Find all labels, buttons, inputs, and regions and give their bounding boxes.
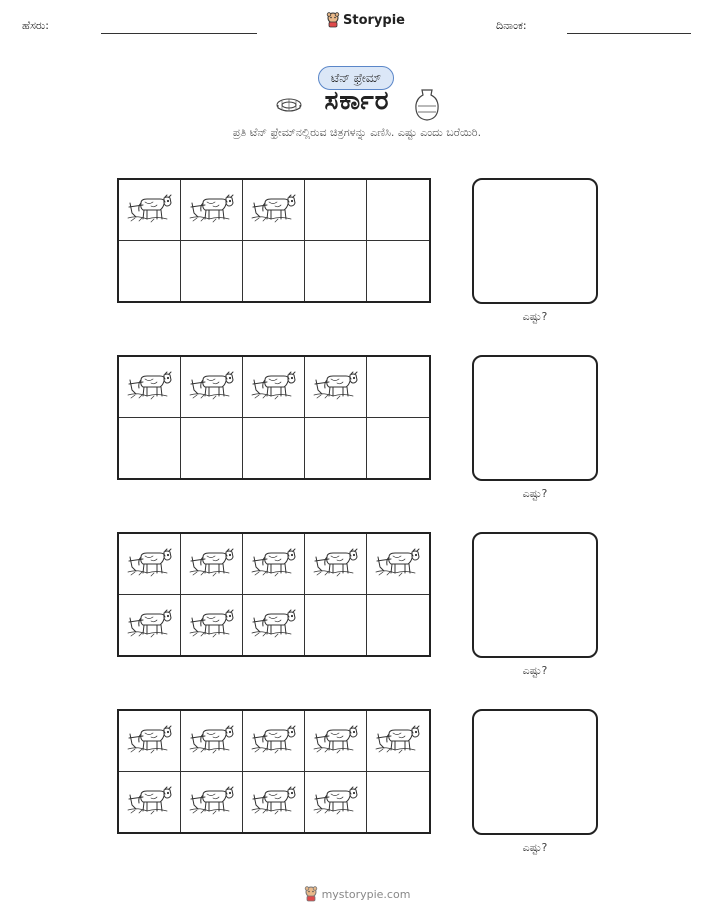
frame-cell-filled [181,595,243,656]
frame-cell-filled [119,357,181,418]
ox-plough-icon [127,783,173,821]
answer-box-1[interactable] [472,178,598,304]
frame-cell-empty [305,595,367,656]
ox-plough-icon [189,545,235,583]
name-line[interactable] [101,33,257,34]
footer-url: mystorypie.com [321,887,411,901]
ox-plough-icon [189,368,235,406]
frame-cell-empty [305,241,367,302]
frame-cell-filled [119,711,181,772]
frame-cell-filled [305,772,367,833]
ten-frame-2 [117,355,431,480]
frame-cell-filled [243,772,305,833]
frame-cell-empty [367,180,429,241]
ox-plough-icon [127,545,173,583]
ox-plough-icon [375,545,421,583]
ten-frame-3 [117,532,431,657]
frame-cell-filled [181,357,243,418]
stadium-icon [276,97,302,113]
storypie-mascot-icon [304,886,318,902]
frame-cell-empty [367,418,429,479]
frame-cell-filled [243,711,305,772]
answer-label-3: ಎಷ್ಟು? [522,664,548,677]
ox-plough-icon [313,783,359,821]
ox-plough-icon [189,783,235,821]
frame-cell-filled [305,534,367,595]
frame-cell-empty [243,241,305,302]
ox-plough-icon [251,368,297,406]
answer-label-1: ಎಷ್ಟು? [522,310,548,323]
ox-plough-icon [375,722,421,760]
worksheet-tag: ಟೆನ್ ಫ್ರೇಮ್ [318,66,394,90]
ox-plough-icon [189,722,235,760]
answer-box-3[interactable] [472,532,598,658]
ox-plough-icon [127,606,173,644]
frame-cell-empty [305,180,367,241]
ten-frame-1 [117,178,431,303]
ox-plough-icon [189,606,235,644]
worksheet-instructions: ಪ್ರತಿ ಟೆನ್ ಫ್ರೇಮ್‌ನಲ್ಲಿರುವ ಚಿತ್ರಗಳನ್ನು ಎಣಿಸಿ. ಎಷ್ಟು ಎಂದು ಬರೆಯಿರಿ. [232,126,482,139]
vase-icon [413,88,441,122]
frame-cell-empty [367,241,429,302]
ox-plough-icon [127,191,173,229]
ox-plough-icon [127,722,173,760]
answer-label-2: ಎಷ್ಟು? [522,487,548,500]
footer [0,886,714,902]
frame-cell-empty [367,772,429,833]
answer-box-2[interactable] [472,355,598,481]
ten-frame-4 [117,709,431,834]
ox-plough-icon [251,191,297,229]
frame-cell-filled [181,534,243,595]
frame-cell-filled [243,180,305,241]
answer-box-4[interactable] [472,709,598,835]
frame-cell-empty [181,418,243,479]
frame-cell-filled [367,534,429,595]
ox-plough-icon [251,545,297,583]
frame-cell-empty [119,241,181,302]
frame-cell-filled [305,711,367,772]
frame-cell-empty [181,241,243,302]
ox-plough-icon [313,368,359,406]
frame-cell-filled [367,711,429,772]
brand-name: Storypie [343,12,405,28]
ox-plough-icon [251,783,297,821]
frame-cell-filled [119,180,181,241]
frame-cell-filled [181,711,243,772]
frame-cell-empty [243,418,305,479]
frame-cell-empty [305,418,367,479]
ox-plough-icon [251,722,297,760]
worksheet-title: ಸರ್ಕಾರ [324,86,390,116]
date-label: ದಿನಾಂಕ: [496,19,527,32]
ox-plough-icon [127,368,173,406]
answer-label-4: ಎಷ್ಟು? [522,841,548,854]
ox-plough-icon [251,606,297,644]
ox-plough-icon [313,722,359,760]
brand-logo [326,12,405,28]
frame-cell-filled [243,595,305,656]
storypie-mascot-icon [326,12,340,28]
frame-cell-filled [243,357,305,418]
frame-cell-empty [367,357,429,418]
frame-cell-filled [119,534,181,595]
frame-cell-filled [119,772,181,833]
frame-cell-empty [119,418,181,479]
frame-cell-filled [181,772,243,833]
ox-plough-icon [189,191,235,229]
frame-cell-filled [243,534,305,595]
ox-plough-icon [313,545,359,583]
frame-cell-filled [305,357,367,418]
frame-cell-empty [367,595,429,656]
date-line[interactable] [567,33,691,34]
frame-cell-filled [119,595,181,656]
name-label: ಹೆಸರು: [22,19,49,32]
frame-cell-filled [181,180,243,241]
